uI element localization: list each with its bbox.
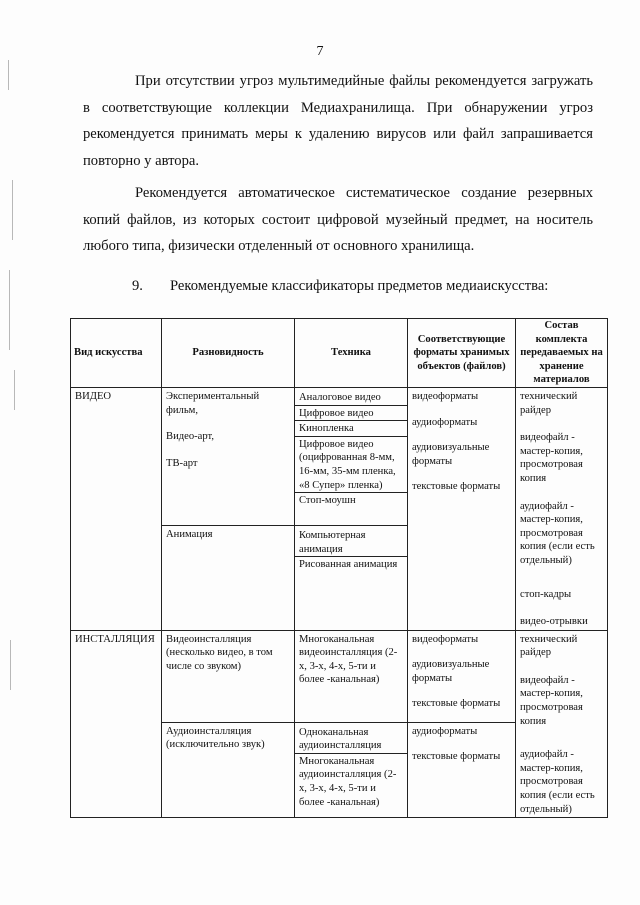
kit-item: видеофайл - мастер-копия, просмотровая копия	[520, 432, 583, 484]
technique-item: Компьютерная анимация	[295, 528, 407, 557]
header-variety: Разновидность	[162, 319, 295, 388]
kit-video	[516, 387, 608, 630]
kit-item: стоп-кадры	[520, 588, 572, 600]
technique-item: Одноканальная аудиоинсталляция	[295, 725, 407, 754]
format-item: аудиоформаты	[412, 725, 478, 737]
technique-item: Рисованная анимация	[299, 559, 398, 571]
format-item: текстовые форматы	[412, 751, 501, 763]
kit-item: аудиофайл - мастер-копия, просмотровая копия (если есть отдельный)	[520, 500, 595, 566]
page-number: 7	[316, 44, 324, 59]
header-art-type: Вид искусства	[71, 319, 162, 388]
section-heading	[132, 278, 548, 295]
section-number: 9.	[132, 278, 143, 294]
technique-audio-installation	[295, 722, 408, 818]
technique-item: Многоканальная аудиоинсталляция (2-х, 3-х, 4-х, 5-ти и более -канальная)	[299, 755, 397, 808]
art-type-installation: ИНСТАЛЛЯЦИЯ	[71, 630, 162, 818]
table-header-row	[71, 319, 608, 388]
technique-animation	[295, 526, 408, 630]
header-formats: Соответствующие форматы хранимых объектов (файлов)	[408, 319, 516, 388]
technique-video-film	[295, 387, 408, 525]
section-title: Рекомендуемые классификаторы предметов медиаискусства:	[170, 278, 549, 294]
variety-item: Экспериментальный фильм,	[166, 390, 260, 416]
kit-item: аудиофайл - мастер-копия, просмотровая копия (если есть отдельный)	[520, 749, 595, 815]
variety-video-film	[162, 387, 295, 525]
variety-audio-installation: Аудиоинсталляция (исключительно звук)	[162, 722, 295, 818]
formats-video	[408, 387, 516, 630]
formats-video-installation	[408, 630, 516, 722]
header-kit: Состав комплекта передаваемых на хранение материалов	[516, 319, 608, 388]
technique-item: Цифровое видео	[295, 406, 407, 422]
format-item: текстовые форматы	[412, 698, 501, 710]
kit-item: технический райдер	[520, 390, 578, 416]
variety-animation: Анимация	[162, 526, 295, 630]
format-item: видеоформаты	[412, 390, 479, 402]
kit-item: видеофайл - мастер-копия, просмотровая копия	[520, 674, 583, 727]
format-item: аудиоформаты	[412, 416, 478, 428]
kit-installation	[516, 630, 608, 818]
technique-item: Цифровое видео (оцифрованная 8-мм, 16-мм, 35-мм пленка, «8 Супер» пленка)	[295, 437, 407, 493]
format-item: аудиовизуальные форматы	[412, 659, 490, 684]
variety-item: ТВ-арт	[166, 457, 198, 469]
technique-item: Аналоговое видео	[295, 390, 407, 406]
paragraph-threats: При отсутствии угроз мультимедийные файлы рекомендуется загружать в соответствующие коллекции Медиахранилища. При обнаружении угроз рекомендуется принимать меры к удалению вирусов или файл запрашивается повторно у автора.	[83, 73, 593, 169]
technique-item: Кинопленка	[295, 421, 407, 437]
art-type-video: ВИДЕО	[71, 387, 162, 630]
format-item: аудиовизуальные форматы	[412, 442, 490, 467]
kit-item: технический райдер	[520, 633, 578, 659]
variety-item: Видео-арт,	[166, 431, 214, 443]
technique-item: Стоп-моушн	[299, 495, 356, 507]
kit-item: видео-отрывки	[520, 616, 588, 628]
technique-video-installation: Многоканальная видеоинсталляция (2-х, 3-х, 4-х, 5-ти и более -канальная)	[295, 630, 408, 722]
format-item: текстовые форматы	[412, 481, 501, 493]
scan-edge-artifacts	[6, 40, 20, 740]
variety-video-installation: Видеоинсталляция (несколько видео, в том числе со звуком)	[162, 630, 295, 722]
media-art-classifier-table	[70, 318, 608, 818]
paragraph-backup: Рекомендуется автоматическое систематическое создание резервных копий файлов, из которых состоит цифровой музейный предмет, на носитель любого типа, физически отделенный от основного хранилища.	[83, 185, 593, 254]
format-item: видеоформаты	[412, 633, 479, 645]
formats-audio-installation	[408, 722, 516, 818]
header-technique: Техника	[295, 319, 408, 388]
table-row	[71, 630, 608, 722]
table-row	[71, 387, 608, 525]
